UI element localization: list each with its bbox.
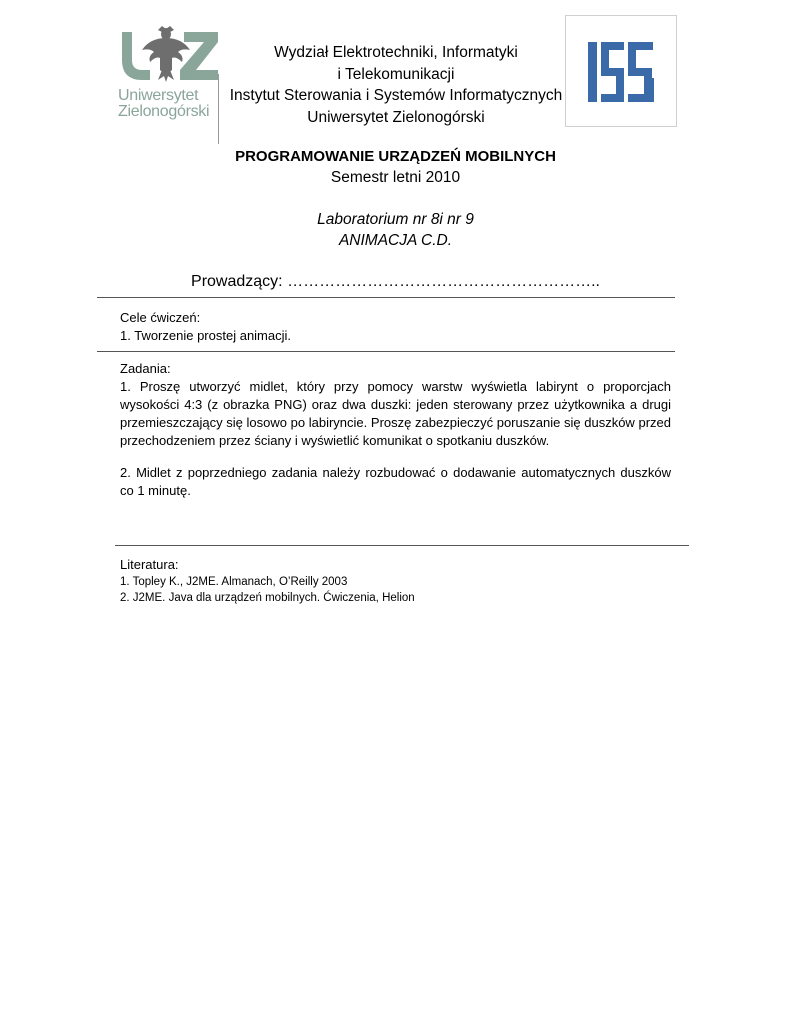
course-title: PROGRAMOWANIE URZĄDZEŃ MOBILNYCH [235,148,556,165]
literature-section [120,556,680,606]
uz-eagle-logo-icon [120,24,220,86]
logo-divider [218,74,219,144]
semester: Semestr letni 2010 [330,169,461,186]
goal-item: 1. Tworzenie prostej animacji. [120,328,292,343]
lab-number: Laboratorium nr 8i nr 9 [317,211,474,228]
task-item-1: 1. Proszę utworzyć midlet, który przy pomocy warstw wyświetla labirynt o proporcjach wysokości 4:3 (z obrazka PNG) oraz dwa duszki: jeden sterowany przez użytkownika a drugi przemieszczający się losowo po labiryncie. Proszę zabezpieczyć poruszanie się duszków przed przechodzeniem przez ściany i wyświetlić komunikat o spotkaniu duszków. [120,379,671,448]
institution-header [226,42,566,128]
header-line-institute: Instytut Sterowania i Systemów Informatycznych [229,87,563,104]
header-line-faculty: Wydział Elektrotechniki, Informatyki [274,44,518,61]
tasks-label: Zadania: [120,361,171,376]
goals-section [120,309,671,345]
uz-logo-text [118,88,209,120]
header-line-faculty-cont: i Telekomunikacji [337,65,455,83]
university-logo [108,24,222,120]
goals-label: Cele ćwiczeń: [120,310,201,325]
divider-3 [115,545,689,546]
uz-logo-line-2: Zielonogórski [118,103,210,120]
tasks-section [120,360,671,500]
literature-label: Literatura: [120,557,179,572]
teacher-field: Prowadzący: ………………………………………………….. [191,273,600,290]
issi-logo-icon [566,16,676,126]
uz-logo-line-1: Uniwersytet [118,87,199,104]
lab-topic: ANIMACJA C.D. [338,232,453,249]
header-line-university: Uniwersytet Zielonogórski [307,108,485,126]
divider-2 [97,351,675,352]
literature-item-2: 2. J2ME. Java dla urządzeń mobilnych. Ćwiczenia, Helion [120,592,415,604]
literature-item-1: 1. Topley K., J2ME. Almanach, O’Reilly 2003 [120,576,348,588]
institute-logo [565,15,677,127]
divider-1 [97,297,675,298]
task-item-2: 2. Midlet z poprzedniego zadania należy rozbudować o dodawanie automatycznych duszków co 1 minutę. [120,465,671,498]
